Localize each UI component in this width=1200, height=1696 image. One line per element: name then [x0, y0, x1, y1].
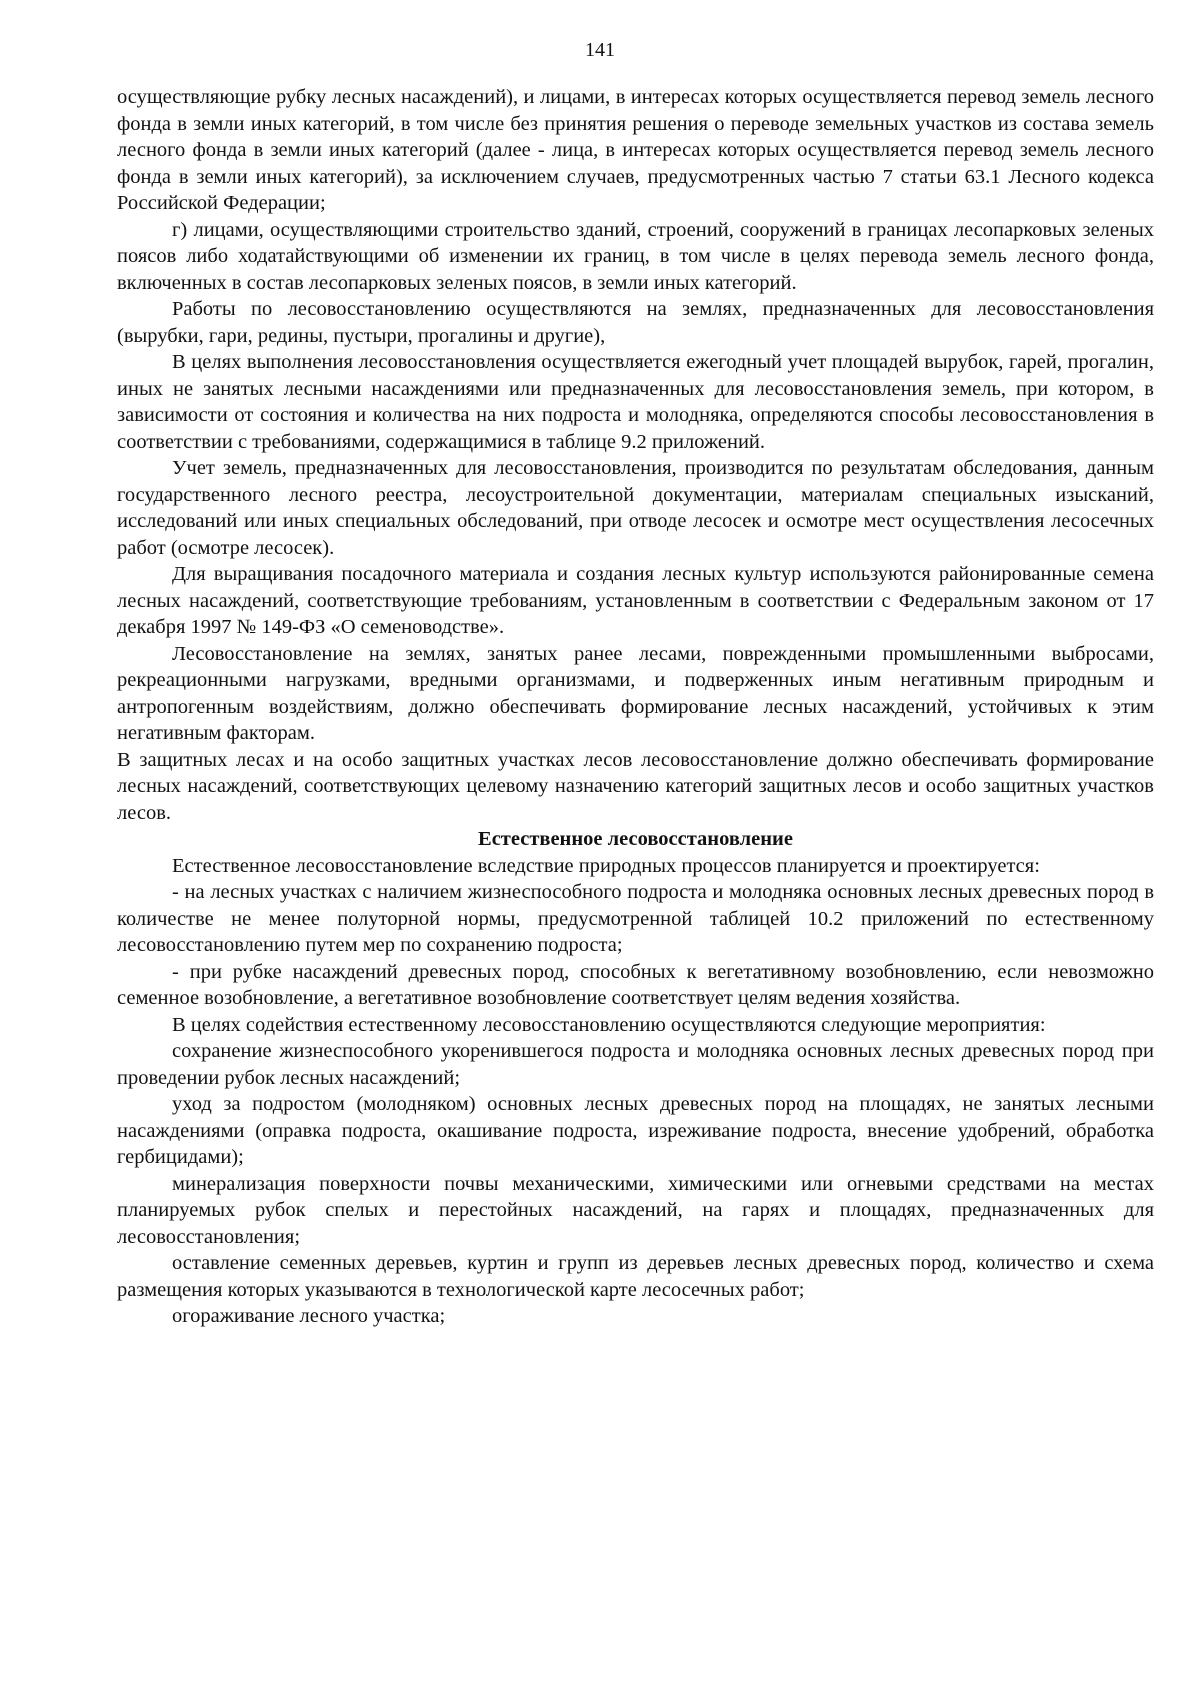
paragraph-13: сохранение жизнеспособного укоренившегося подроста и молодняка основных лесных древесных пород при проведении рубок лесных насаждений;	[117, 1040, 1154, 1089]
page-number: 141	[585, 39, 615, 61]
document-body	[117, 84, 1154, 1330]
paragraph-17: огораживание лесного участка;	[172, 1305, 446, 1327]
paragraph-5: Учет земель, предназначенных для лесовосстановления, производится по результатам обследования, данным государственного лесного реестра, лесоустроительной документации, материалам специальных изысканий, исследований или иных специальных обследований, при отводе лесосек и осмотре мест осуществления лесосечных работ (осмотре лесосек).	[117, 457, 1154, 559]
paragraph-1: осуществляющие рубку лесных насаждений), и лицами, в интересах которых осуществляется перевод земель лесного фонда в земли иных категорий, в том числе без принятия решения о переводе земельных участков из состава земель лесного фонда в земли иных категорий (далее - лица, в интересах которых осуществляется перевод земель лесного фонда в земли иных категорий), за исключением случаев, предусмотренных частью 7 статьи 63.1 Лесного кодекса Российской Федерации;	[117, 86, 1154, 214]
paragraph-2: г) лицами, осуществляющими строительство зданий, строений, сооружений в границах лесопарковых зеленых поясов либо ходатайствующими об изменении их границ, в том числе в целях перевода земель лесного фонда, включенных в состав лесопарковых зеленых поясов, в земли иных категорий.	[117, 218, 1154, 294]
paragraph-6: Для выращивания посадочного материала и создания лесных культур используются районированные семена лесных насаждений, соответствующие требованиям, установленным в соответствии с Федеральным законом от 17 декабря 1997 № 149-ФЗ «О семеноводстве».	[117, 563, 1154, 638]
section-heading: Естественное лесовосстановление	[478, 828, 793, 850]
paragraph-9: Естественное лесовосстановление вследствие природных процессов планируется и проектируется:	[172, 854, 1040, 877]
paragraph-8: В защитных лесах и на особо защитных участках лесов лесовосстановление должно обеспечивать формирование лесных насаждений, соответствующих целевому назначению категорий защитных лесов и особо защитных участков лесов.	[117, 748, 1154, 824]
paragraph-4: В целях выполнения лесовосстановления осуществляется ежегодный учет площадей вырубок, гарей, прогалин, иных не занятых лесными насаждениями или предназначенных для лесовосстановления земель, при котором, в зависимости от состояния и количества на них подроста и молодняка, определяются способы лесовосстановления в соответствии с требованиями, содержащимися в таблице 9.2 приложений.	[117, 351, 1154, 453]
paragraph-7: Лесовосстановление на землях, занятых ранее лесами, поврежденными промышленными выбросами, рекреационными нагрузками, вредными организмами, и подверженных иным негативным природным и антропогенным воздействиям, должно обеспечивать формирование лесных насаждений, устойчивых к этим негативным факторам.	[117, 642, 1154, 744]
paragraph-15: минерализация поверхности почвы механическими, химическими или огневыми средствами на местах планируемых рубок спелых и перестойных насаждений, на гарях и площадях, предназначенных для лесовосстановления;	[117, 1172, 1154, 1248]
paragraph-14: уход за подростом (молодняком) основных лесных древесных пород на площадях, не занятых лесными насаждениями (оправка подроста, окашивание подроста, изреживание подроста, внесение удобрений, обработка гербицидами);	[117, 1093, 1154, 1168]
paragraph-16: оставление семенных деревьев, куртин и групп из деревьев лесных древесных пород, количество и схема размещения которых указываются в технологической карте лесосечных работ;	[117, 1252, 1154, 1301]
paragraph-3: Работы по лесовосстановлению осуществляются на землях, предназначенных для лесовосстановления (вырубки, гари, редины, пустыри, прогалины и другие),	[117, 298, 1154, 347]
paragraph-10: - на лесных участках с наличием жизнеспособного подроста и молодняка основных лесных древесных пород в количестве не менее полуторной нормы, предусмотренной таблицей 10.2 приложений по естественному лесовосстановлению путем мер по сохранению подроста;	[117, 881, 1154, 956]
paragraph-12: В целях содействия естественному лесовосстановлению осуществляются следующие мероприятия:	[172, 1013, 1046, 1036]
paragraph-11: - при рубке насаждений древесных пород, способных к вегетативному возобновлению, если невозможно семенное возобновление, а вегетативное возобновление соответствует целям ведения хозяйства.	[117, 960, 1154, 1009]
